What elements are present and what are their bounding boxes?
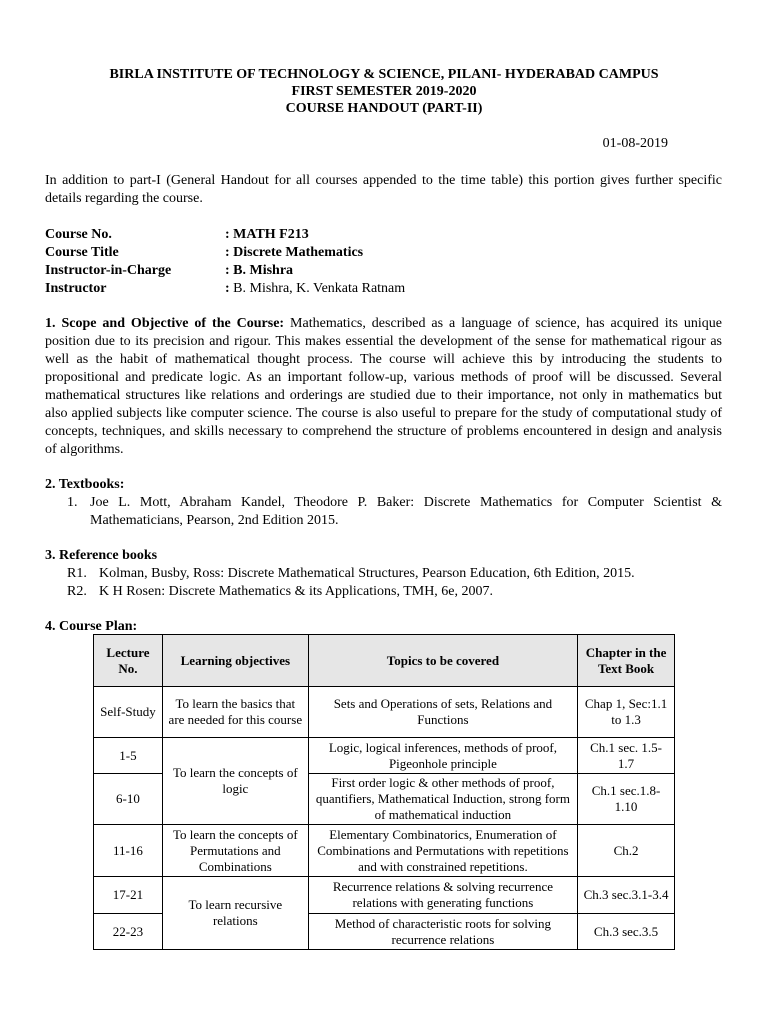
course-title-label: Course Title	[45, 245, 119, 260]
chapter-cell: Chap 1, Sec:1.1 to 1.3	[578, 687, 675, 738]
chapter-cell: Ch.3 sec.3.1-3.4	[578, 877, 675, 914]
column-header: Learning objectives	[162, 635, 308, 687]
reference-item	[45, 583, 722, 601]
objective-cell: To learn recursive relations	[162, 877, 308, 950]
lecture-cell: 11-16	[94, 825, 163, 877]
course-info	[45, 226, 405, 298]
handout-date: 01-08-2019	[602, 136, 668, 151]
topic-cell: Recurrence relations & solving recurrence relations with generating functions	[308, 877, 577, 914]
textbooks-section	[45, 476, 722, 530]
topic-cell: Logic, logical inferences, methods of proof, Pigeonhole principle	[308, 738, 577, 774]
reference-item	[45, 565, 722, 583]
instructor-label: Instructor	[45, 281, 107, 296]
lecture-cell: 17-21	[94, 877, 163, 914]
topic-cell: Method of characteristic roots for solving recurrence relations	[308, 914, 577, 950]
instructor-colon: :	[225, 281, 230, 296]
chapter-cell: Ch.1 sec.1.8-1.10	[578, 774, 675, 825]
instructor-value	[225, 280, 405, 298]
table-row	[94, 687, 675, 738]
references-section	[45, 547, 722, 601]
course-plan-title: 4. Course Plan:	[45, 619, 138, 634]
lecture-cell: 22-23	[94, 914, 163, 950]
course-no-label: Course No.	[45, 227, 112, 242]
lecture-cell: 1-5	[94, 738, 163, 774]
lecture-cell: Self-Study	[94, 687, 163, 738]
course-title-value: : Discrete Mathematics	[225, 245, 364, 260]
textbook-text: Joe L. Mott, Abraham Kandel, Theodore P. Baker: Discrete Mathematics for Computer Scientist & Mathematicians, Pearson, 2nd Edition 2015.	[90, 495, 722, 528]
topic-cell: First order logic & other methods of proof, quantifiers, Mathematical Induction, strong form of mathematical induction	[308, 774, 577, 825]
reference-text: Kolman, Busby, Ross: Discrete Mathematical Structures, Pearson Education, 6th Edition, 2015.	[99, 566, 635, 581]
column-header: Chapter in the Text Book	[578, 635, 675, 687]
course-info-row	[45, 262, 405, 280]
instructor-in-charge-value: : B. Mishra	[225, 263, 294, 278]
instructor-in-charge-label: Instructor-in-Charge	[45, 263, 172, 278]
chapter-cell: Ch.3 sec.3.5	[578, 914, 675, 950]
table-header-row	[94, 635, 675, 687]
course-info-row	[45, 280, 405, 298]
instructor-names: B. Mishra, K. Venkata Ratnam	[229, 281, 406, 296]
table-row	[94, 738, 675, 774]
course-info-row	[45, 226, 405, 244]
course-plan-table	[93, 634, 675, 950]
textbooks-title: 2. Textbooks:	[45, 477, 125, 492]
topic-cell: Sets and Operations of sets, Relations and Functions	[308, 687, 577, 738]
intro-paragraph: In addition to part-I (General Handout for all courses appended to the time table) this portion gives further specific details regarding the course.	[45, 173, 722, 206]
lecture-cell: 6-10	[94, 774, 163, 825]
course-no-value: : MATH F213	[225, 227, 309, 242]
textbook-number: 1.	[67, 495, 78, 510]
course-info-row	[45, 244, 405, 262]
reference-number: R1.	[67, 566, 87, 581]
reference-text: K H Rosen: Discrete Mathematics & its Applications, TMH, 6e, 2007.	[99, 584, 494, 599]
column-header: Topics to be covered	[308, 635, 577, 687]
textbook-item	[45, 494, 722, 530]
references-title: 3. Reference books	[45, 548, 158, 563]
semester-title: FIRST SEMESTER 2019-2020	[291, 84, 477, 99]
document-header	[0, 66, 768, 117]
objective-cell: To learn the basics that are needed for this course	[162, 687, 308, 738]
handout-title: COURSE HANDOUT (PART-II)	[285, 101, 483, 116]
scope-text: Mathematics, described as a language of science, has acquired its unique position due to its precision and rigour. This makes essential the development of the sense for mathematical rigour as well as the habit of mathematical thought process. The course will achieve this by introducing the students to propositional and predicate logic. As an important follow-up, various methods of proof will be discussed. Several mathematical structures like relations and orderings are studied due to their importance, not only in mathematics but also applied subjects like computer science. The course is also useful to prepare for the study of computational study of concepts, techniques, and skills necessary to comprehend the structure of problems encountered in design and analysis of algorithms.	[45, 316, 722, 457]
scope-section	[45, 315, 722, 459]
objective-cell: To learn the concepts of logic	[162, 738, 308, 825]
chapter-cell: Ch.2	[578, 825, 675, 877]
column-header: Lecture No.	[94, 635, 163, 687]
reference-number: R2.	[67, 584, 87, 599]
objective-cell: To learn the concepts of Permutations and Combinations	[162, 825, 308, 877]
topic-cell: Elementary Combinatorics, Enumeration of Combinations and Permutations with repetitions and with constrained repetitions.	[308, 825, 577, 877]
chapter-cell: Ch.1 sec. 1.5-1.7	[578, 738, 675, 774]
scope-title: 1. Scope and Objective of the Course:	[45, 316, 285, 331]
table-row	[94, 825, 675, 877]
institute-name: BIRLA INSTITUTE OF TECHNOLOGY & SCIENCE, PILANI- HYDERABAD CAMPUS	[109, 67, 659, 82]
table-row	[94, 877, 675, 914]
